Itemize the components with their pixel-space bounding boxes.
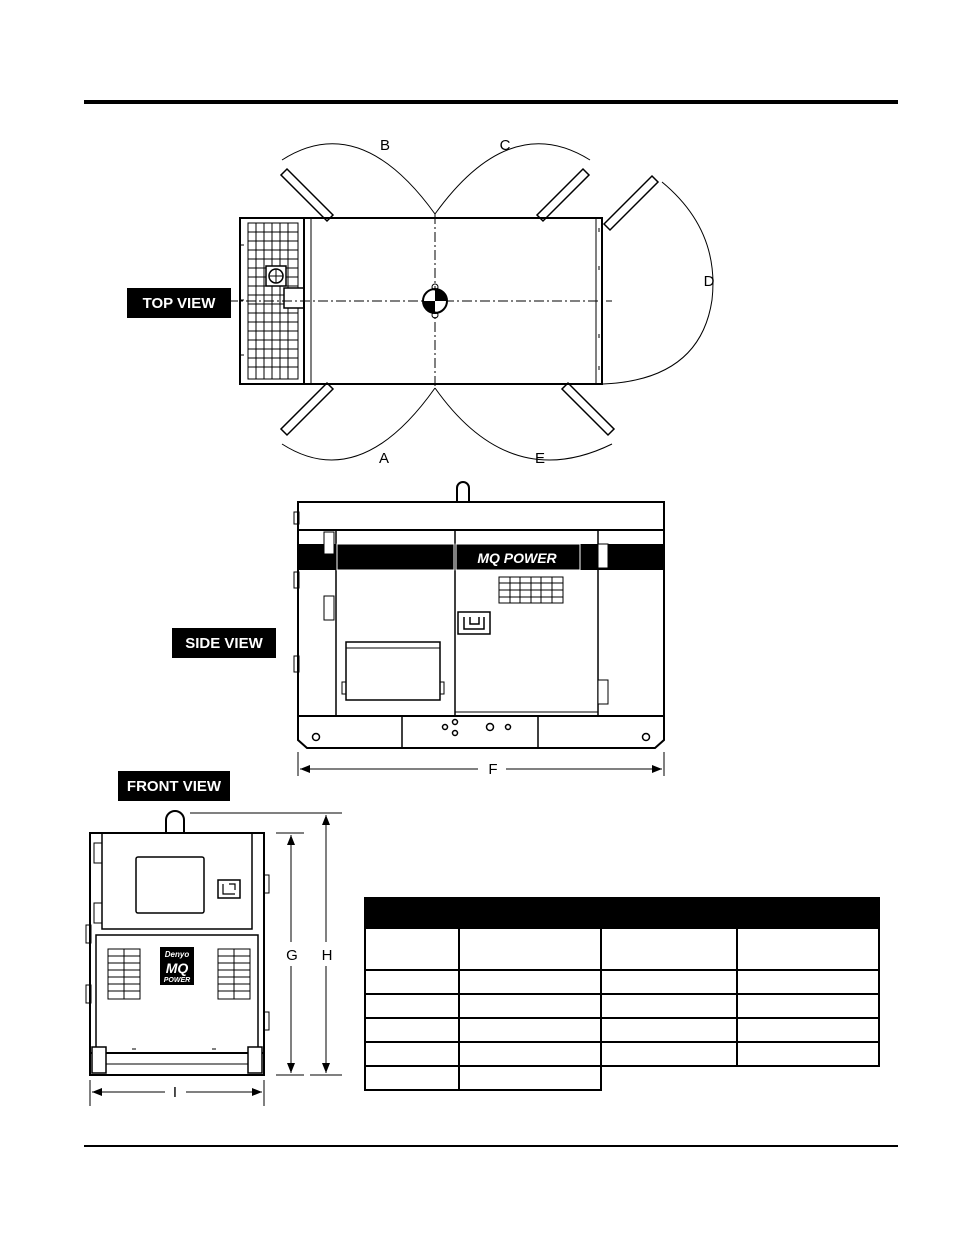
table-row: [365, 1018, 879, 1042]
callout-e: E: [534, 450, 546, 467]
callout-i: I: [172, 1084, 178, 1101]
table-cell: [459, 970, 601, 994]
table-cell: [365, 1042, 459, 1066]
side-view-drawing: [294, 482, 664, 776]
table-cell: [737, 1042, 879, 1066]
callout-f: F: [488, 761, 498, 778]
table-empty-cell: [601, 1066, 737, 1090]
table-cell: [365, 928, 459, 970]
front-view-drawing: [86, 811, 342, 1106]
table-cell: [601, 970, 737, 994]
table-cell: [737, 1018, 879, 1042]
table-row: [365, 1066, 879, 1090]
table-cell: [459, 1018, 601, 1042]
table-row: [365, 928, 879, 970]
front-logo-top: Denyo: [164, 950, 190, 959]
callout-g: G: [286, 947, 298, 964]
front-logo-mid: MQ: [165, 960, 189, 976]
callout-b: B: [379, 137, 391, 154]
top-view-label: TOP VIEW: [127, 288, 231, 318]
table-cell: [459, 928, 601, 970]
table-cell: [737, 928, 879, 970]
table-cell: [459, 1042, 601, 1066]
callout-h: H: [321, 947, 333, 964]
table-cell: [365, 994, 459, 1018]
table-cell: [601, 1018, 737, 1042]
table-cell: [601, 994, 737, 1018]
table-empty-cell: [737, 1066, 879, 1090]
front-logo-bottom: POWER: [163, 977, 191, 984]
side-panel-logo: MQ POWER: [477, 550, 557, 566]
front-view-label: FRONT VIEW: [118, 771, 230, 801]
table-header-row: [365, 898, 879, 928]
table-cell: [459, 994, 601, 1018]
side-view-label: SIDE VIEW: [172, 628, 276, 658]
top-view-drawing: [228, 144, 713, 460]
table-header: [365, 898, 879, 928]
table-row: [365, 1042, 879, 1066]
footer-rule: [84, 1145, 898, 1147]
table-row: [365, 994, 879, 1018]
callout-d: D: [703, 273, 715, 290]
table-row: [365, 970, 879, 994]
table-cell: [365, 970, 459, 994]
table-cell: [365, 1066, 459, 1090]
callout-a: A: [378, 450, 390, 467]
dimension-table: [364, 897, 880, 1091]
table-cell: [737, 970, 879, 994]
table-cell: [459, 1066, 601, 1090]
table-cell: [601, 928, 737, 970]
table-cell: [737, 994, 879, 1018]
callout-c: C: [499, 137, 511, 154]
table-cell: [601, 1042, 737, 1066]
table-cell: [365, 1018, 459, 1042]
